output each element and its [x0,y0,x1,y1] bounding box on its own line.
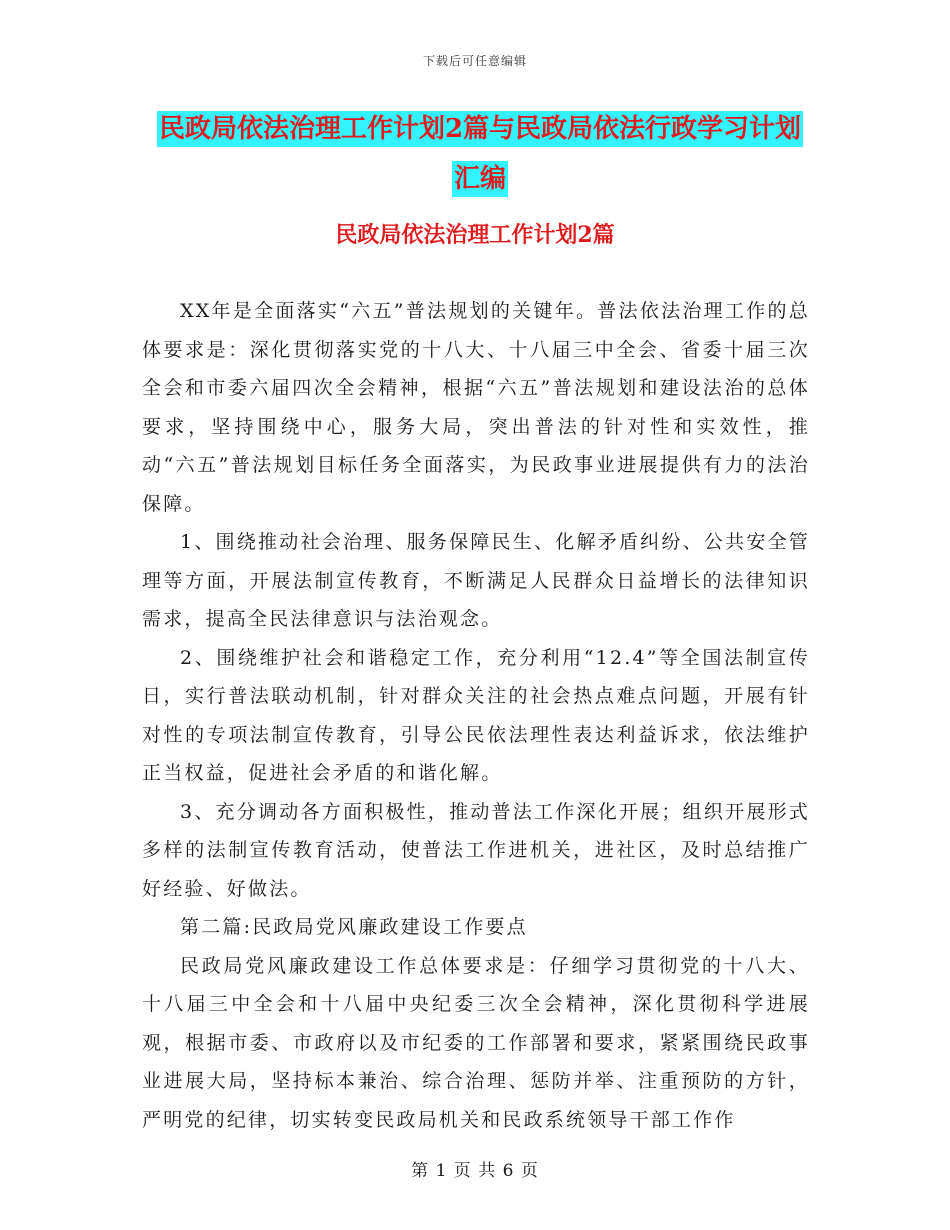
paragraph-item-1: 1、围绕推动社会治理、服务保障民生、化解矛盾纠纷、公共安全管理等方面，开展法制宣传教育，不断满足人民群众日益增长的法律知识需求，提高全民法律意识与法治观念。 [142,531,810,630]
section-title: 民政局依法治理工作计划2篇 [335,222,615,248]
page-number: 第 1 页 共 6 页 [411,1161,539,1181]
paragraph-intro: XX年是全面落实“六五”普法规划的关键年。普法依法治理工作的总体要求是：深化贯彻落实党的十八大、十八届三中全会、省委十届三次全会和市委六届四次全会精神，根据“六五”普法规划和建设法治的总体要求，坚持围绕中心，服务大局，突出普法的针对性和实效性，推动“六五”普法规划目标任务全面落实，为民政事业进展提供有力的法治保障。 [142,300,810,515]
part-two-heading: 第二篇:民政局党风廉政建设工作要点 [180,916,528,938]
document-title [150,104,810,204]
document-title-text: 民政局依法治理工作计划2篇与民政局依法行政学习计划汇编 [157,111,803,197]
document-body [142,292,810,1139]
paragraph-item-2: 2、围绕维护社会和谐稳定工作，充分利用“12.4”等全国法制宣传日，实行普法联动机制，针对群众关注的社会热点难点问题，开展有针对性的专项法制宣传教育，引导公民依法理性表达利益诉求，依法维护正当权益，促进社会矛盾的和谐化解。 [142,646,810,784]
paragraph-part-two: 民政局党风廉政建设工作总体要求是：仔细学习贯彻党的十八大、十八届三中全会和十八届中央纪委三次全会精神，深化贯彻科学进展观，根据市委、市政府以及市纪委的工作部署和要求，紧紧围绕民政事业进展大局，坚持标本兼治、综合治理、惩防并举、注重预防的方针，严明党的纪律，切实转变民政局机关和民政系统领导干部工作作 [142,954,810,1131]
download-note: 下载后可任意编辑 [422,54,527,68]
paragraph-item-3: 3、充分调动各方面积极性，推动普法工作深化开展；组织开展形式多样的法制宣传教育活动，使普法工作进机关，进社区，及时总结推广好经验、好做法。 [142,800,810,900]
